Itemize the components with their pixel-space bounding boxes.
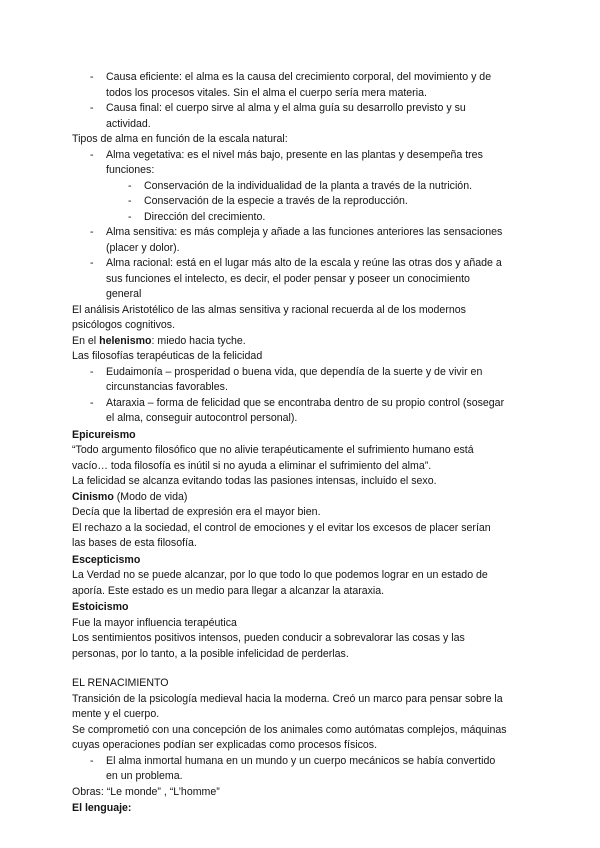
sub-list-item: - Conservación de la especie a través de la reproducción. bbox=[72, 194, 532, 210]
list-item: - El alma inmortal humana en un mundo y un cuerpo mecánicos se había convertido bbox=[72, 754, 532, 770]
list-item-continuation: circunstancias favorables. bbox=[106, 381, 228, 393]
list-item: - Alma sensitiva: es más compleja y añade a las funciones anteriores las sensaciones bbox=[72, 225, 532, 241]
paragraph-line: aporía. Este estado es un medio para llegar a alcanzar la ataraxia. bbox=[72, 584, 385, 597]
section-heading: Estoicismo bbox=[72, 601, 129, 613]
text-line bbox=[72, 334, 532, 350]
paragraph-line: La Verdad no se puede alcanzar, por lo que todo lo que podemos lograr en un estado de bbox=[72, 569, 488, 581]
paragraph-line: cuyas operaciones podían ser explicadas como procesos físicos. bbox=[72, 739, 378, 751]
list-item: - Eudaimonía – prosperidad o buena vida, que dependía de la suerte y de vivir en bbox=[72, 365, 532, 381]
paragraph-line: mente y el cuerpo. bbox=[72, 708, 160, 720]
list-item: - Causa eficiente: el alma es la causa del crecimiento corporal, del movimiento y de bbox=[72, 70, 532, 86]
list-item: - Alma vegetativa: es el nivel más bajo, presente en las plantas y desempeña tres bbox=[72, 148, 532, 164]
list-item-continuation: (placer y dolor). bbox=[106, 241, 180, 254]
list-item-continuation: general bbox=[106, 288, 142, 300]
section-heading: Epicureismo bbox=[72, 428, 136, 441]
document-body bbox=[72, 70, 532, 817]
paragraph-line: Obras: “Le monde” , “L’homme” bbox=[72, 785, 220, 798]
sub-list-item: - Dirección del crecimiento. bbox=[72, 210, 532, 226]
paragraph-line: Se comprometió con una concepción de los animales como autómatas complejos, máquinas bbox=[72, 723, 507, 736]
list-item-continuation: funciones: bbox=[106, 164, 155, 176]
bold-term: helenismo bbox=[99, 334, 152, 347]
list-item-continuation: todos los procesos vitales. Sin el alma el cuerpo sería mera materia. bbox=[106, 86, 427, 99]
bold-term: Cinismo bbox=[72, 490, 114, 503]
section-heading: Escepticismo bbox=[72, 553, 141, 566]
paragraph-line: La felicidad se alcanza evitando todas las pasiones intensas, incluido el sexo. bbox=[72, 475, 437, 487]
paragraph-line: Transición de la psicología medieval hacia la moderna. Creó un marco para pensar sobre la bbox=[72, 692, 503, 705]
paragraph-line: las bases de esta filosofía. bbox=[72, 537, 197, 549]
list-item: - Causa final: el cuerpo sirve al alma y el alma guía su desarrollo previsto y su bbox=[72, 101, 532, 117]
paragraph-line: El análisis Aristotélico de las almas sensitiva y racional recuerda al de los modernos bbox=[72, 303, 466, 316]
text-run: (Modo de vida) bbox=[113, 490, 188, 503]
sub-list-item: - Conservación de la individualidad de la planta a través de la nutrición. bbox=[72, 179, 532, 195]
paragraph-line: vacío… toda filosofía es inútil si no ayuda a eliminar el sufrimiento del alma”. bbox=[72, 459, 432, 472]
paragraph-line: El rechazo a la sociedad, el control de emociones y el evitar los excesos de placer serían bbox=[72, 521, 491, 534]
list-item-continuation: sus funciones el intelecto, es decir, el poder pensar y poseer un conocimiento bbox=[106, 272, 470, 285]
paragraph-line: personas, por lo tanto, a la posible infelicidad de perderlas. bbox=[72, 647, 349, 660]
list-item-continuation: el alma, conseguir autocontrol personal). bbox=[106, 412, 298, 424]
paragraph-line: Tipos de alma en función de la escala natural: bbox=[72, 133, 288, 145]
text-line bbox=[72, 490, 532, 506]
paragraph-line: Decía que la libertad de expresión era el mayor bien. bbox=[72, 506, 321, 518]
section-heading: El lenguaje: bbox=[72, 802, 132, 814]
list-item: - Alma racional: está en el lugar más alto de la escala y reúne las otras dos y añade a bbox=[72, 256, 532, 272]
list-item: - Ataraxia – forma de felicidad que se encontraba dentro de su propio control (sosegar bbox=[72, 396, 532, 412]
paragraph-line: Fue la mayor influencia terapéutica bbox=[72, 616, 237, 629]
paragraph-line: psicólogos cognitivos. bbox=[72, 319, 176, 331]
text-run: : miedo hacia tyche. bbox=[151, 334, 246, 347]
paragraph-line: Los sentimientos positivos intensos, pueden conducir a sobrevalorar las cosas y las bbox=[72, 632, 465, 644]
text-run: En el bbox=[72, 334, 100, 347]
blank-line bbox=[72, 662, 532, 676]
list-item-continuation: actividad. bbox=[106, 117, 151, 130]
paragraph-line: Las filosofías terapéuticas de la felicidad bbox=[72, 350, 263, 362]
paragraph-line: “Todo argumento filosófico que no alivie terapéuticamente el sufrimiento humano está bbox=[72, 444, 474, 456]
list-item-continuation: en un problema. bbox=[106, 770, 183, 782]
paragraph-line: EL RENACIMIENTO bbox=[72, 677, 169, 689]
